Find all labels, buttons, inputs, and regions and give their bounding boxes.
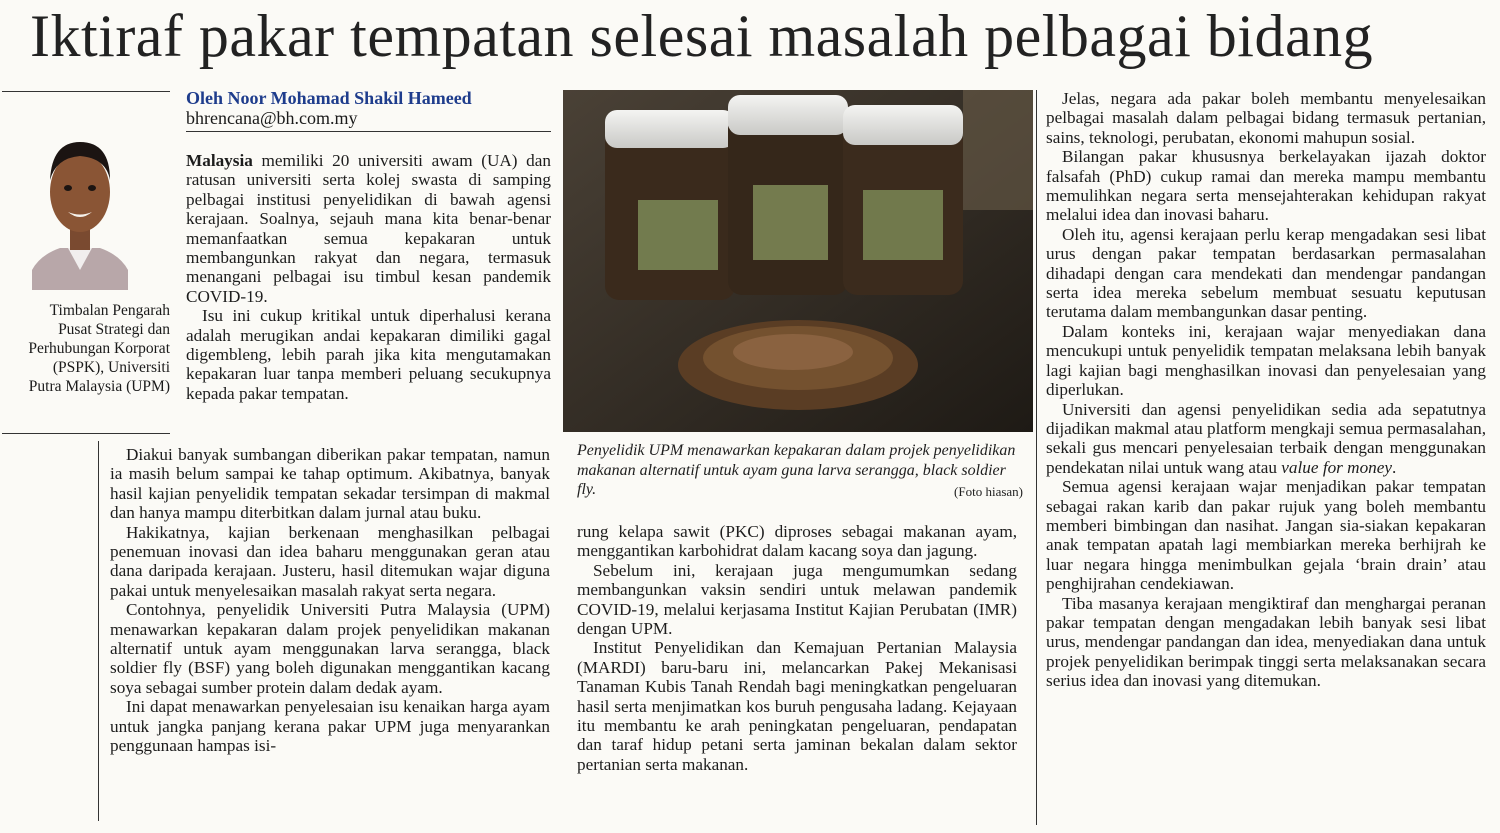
dateline: Malaysia: [186, 151, 253, 170]
paragraph: Tiba masanya kerajaan mengiktiraf dan menghargai peranan pakar tempatan dengan mengadakan lebih banyak sesi libat urus, mendengar pandangan dan idea, menyediakan dana untuk projek penyelidikan berimpak tinggi serta melaksanakan secara serius idea dan inovasi yang ditemukan.: [1046, 593, 1486, 691]
caption-text: Penyelidik UPM menawarkan kepakaran dalam projek penyelidikan makanan alternatif untuk ayam guna larva serangga, black soldier fly.: [577, 442, 1016, 498]
paragraph: Dalam konteks ini, kerajaan wajar menyediakan dana mencukupi untuk penyelidik tempatan melaksana lebih banyak lagi kajian bagi menghasilkan inovasi dan penyelesaian yang diperlukan.: [1046, 321, 1486, 400]
article-column-1b: [110, 445, 550, 756]
divider: [98, 441, 99, 821]
divider: [1036, 90, 1037, 825]
paragraph: Jelas, negara ada pakar boleh membantu menyelesaikan pelbagai masalah dalam pelbagai bidang termasuk pertanian, sains, teknologi, perubatan, ekonomi mahupun sosial.: [1046, 89, 1486, 147]
divider: [2, 433, 170, 434]
paragraph: Ini dapat menawarkan penyelesaian isu kenaikan harga ayam untuk jangka panjang kerana pakar UPM juga menyarankan penggunaan hampas isi-: [110, 697, 550, 756]
article-column-2: [577, 522, 1017, 774]
photo-caption: [577, 441, 1023, 502]
divider: [186, 131, 551, 132]
paragraph-text: memiliki 20 universiti awam (UA) dan ratusan universiti serta kolej swasta di samping pelbagai institusi penyelidikan di bawah agensi kerajaan. Soalnya, sejauh mana kita benar-benar memanfaatkan semua kepakaran untuk membangunkan rakyat dan negara, termasuk menangani pelbagai isu timbul kesan pandemik COVID-19.: [186, 151, 551, 306]
paragraph: Semua agensi kerajaan wajar menjadikan pakar tempatan sebagai rakan karib dan pakar rujuk yang boleh membantu memberi bimbingan dan nasihat. Jangan sia-siakan kepakaran anak tempatan apatah lagi membiarkan mereka berhijrah ke luar negara hingga menimbulkan gejala ‘brain drain’ atau penghijrahan cendekiawan.: [1046, 477, 1486, 594]
paragraph: Institut Penyelidikan dan Kemajuan Pertanian Malaysia (MARDI) baru-baru ini, melancarkan Pakej Mekanisasi Tanaman Kubis Tanah Rendah bagi meningkatkan pengeluaran hasil serta menjimatkan kos buruh pengusaha ladang. Kejayaan itu membantu ke arah peningkatan pengeluaran, pendapatan dan taraf hidup petani serta jaminan bekalan dalam sektor pertanian serta makanan.: [577, 638, 1017, 774]
italic-phrase: value for money: [1281, 457, 1393, 477]
paragraph: Oleh itu, agensi kerajaan perlu kerap mengadakan sesi libat urus dengan pakar tempatan berdasarkan permasalahan dihadapi dengan cara mendekati dan mendengar pandangan serta idea mereka sebelum membuat sesuatu keputusan terutama dalam membangunkan dasar penting.: [1046, 224, 1486, 322]
article-photo: [563, 90, 1033, 432]
photo-credit: (Foto hiasan): [954, 484, 1023, 499]
author-title: Timbalan Pengarah Pusat Strategi dan Perhubungan Korporat (PSPK), Universiti Putra Malaysia (UPM): [28, 302, 170, 395]
paragraph: Diakui banyak sumbangan diberikan pakar tempatan, namun ia masih belum sampai ke tahap optimum. Akibatnya, banyak hasil kajian penyelidik tempatan sekadar tersimpan di makmal dan hanya mampu diterbitkan dalam jurnal atau buku.: [110, 445, 550, 523]
byline: Oleh Noor Mohamad Shakil Hameed: [186, 88, 472, 108]
paragraph: Sebelum ini, kerajaan juga mengumumkan sedang membangunkan vaksin sendiri untuk melawan pandemik COVID-19, melalui kerjasama Institut Kajian Perubatan (IMR) dengan UPM.: [577, 560, 1017, 639]
paragraph-end: .: [1392, 457, 1397, 477]
paragraph: Isu ini cukup kritikal untuk diperhalusi kerana adalah merugikan andai kepakaran dimiliki gagal digembleng, lebih parah jika kita mengutamakan kepakaran luar tanpa memberi peluang secukupnya kepada pakar tempatan.: [186, 306, 551, 403]
paragraph: Bilangan pakar khususnya berkelayakan ijazah doktor falsafah (PhD) cukup ramai dan mereka mampu membantu memulihkan negara serta mensejahterakan kehidupan rakyat melalui idea dan inovasi baharu.: [1046, 147, 1486, 225]
author-email: bhrencana@bh.com.my: [186, 108, 358, 128]
paragraph: Contohnya, penyelidik Universiti Putra Malaysia (UPM) menawarkan kepakaran dalam projek penyelidikan makanan alternatif untuk ayam menggunakan larva serangga, black soldier fly (BSF) yang boleh digunakan menggantikan kacang soya sebagai sumber protein dalam dedak ayam.: [110, 600, 550, 697]
paragraph: [1046, 400, 1486, 478]
article-column-1a: [186, 151, 551, 403]
paragraph-text: Universiti dan agensi penyelidikan sedia ada sepatutnya dijadikan makmal atau platform mengkaji semua permasalahan, sekali gus mencari penyelesaian terbaik dengan menggunakan pendekatan nilai untuk wang atau: [1046, 399, 1486, 477]
paragraph: [186, 151, 551, 306]
article-column-3: [1046, 89, 1486, 691]
divider: [2, 91, 170, 92]
author-portrait: [30, 120, 130, 290]
headline: Iktiraf pakar tempatan selesai masalah pelbagai bidang: [30, 3, 1374, 69]
paragraph: Hakikatnya, kajian berkenaan menghasilkan pelbagai penemuan inovasi dan idea baharu menggunakan geran atau dana daripada kerajaan. Justeru, hasil ditemukan wajar diguna pakai untuk menyelesaikan masalah rakyat serta negara.: [110, 522, 550, 600]
paragraph: rung kelapa sawit (PKC) diproses sebagai makanan ayam, menggantikan karbohidrat dalam kacang soya dan jagung.: [577, 522, 1017, 561]
